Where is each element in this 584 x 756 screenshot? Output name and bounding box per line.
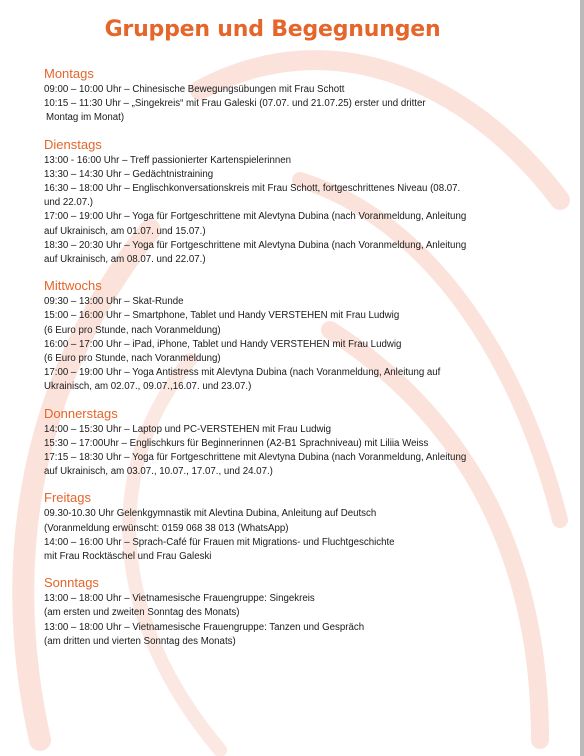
schedule-line: 13:00 – 18:00 Uhr – Vietnamesische Frauengruppe: Tanzen und Gespräch: [44, 621, 365, 633]
schedule-line: 09:00 – 10:00 Uhr – Chinesische Bewegungsübungen mit Frau Schott: [44, 84, 345, 95]
schedule-line: Montag im Monat): [46, 112, 125, 124]
schedule-line: (am ersten und zweiten Sonntag des Monats): [44, 607, 240, 619]
day-heading: Donnerstags: [44, 405, 118, 421]
schedule-line: (6 Euro pro Stunde, nach Voranmeldung): [44, 324, 221, 336]
schedule-line: 13:00 - 16:00 Uhr – Treff passionierter Kartenspielerinnen: [44, 154, 291, 166]
schedule-line: auf Ukrainisch, am 08.07. und 22.07.): [44, 254, 206, 266]
schedule-line: 17:00 – 19:00 Uhr – Yoga für Fortgeschrittene mit Alevtyna Dubina (nach Voranmeldung, Anleitung: [44, 211, 467, 223]
day-section-montags: [44, 66, 544, 126]
schedule-line: (Voranmeldung erwünscht: 0159 068 38 013 (WhatsApp): [44, 522, 289, 534]
day-heading: Mittwochs: [44, 278, 102, 294]
schedule-line: 17:15 – 18:30 Uhr – Yoga für Fortgeschrittene mit Alevtyna Dubina (nach Voranmeldung, Anleitung: [44, 452, 467, 464]
schedule-line: 14:00 – 16:00 Uhr – Sprach-Café für Frauen mit Migrations- und Fluchtgeschichte: [44, 536, 395, 548]
schedule-line: 09.30-10.30 Uhr Gelenkgymnastik mit Alevtina Dubina, Anleitung auf Deutsch: [44, 508, 377, 520]
schedule-line: 14:00 – 15:30 Uhr – Laptop und PC-VERSTEHEN mit Frau Ludwig: [44, 423, 332, 435]
schedule: [44, 66, 544, 660]
day-heading: Montags: [44, 66, 94, 81]
day-heading: Dienstags: [44, 136, 102, 152]
day-section-freitags: [44, 490, 544, 564]
day-heading: Freitags: [44, 490, 91, 506]
schedule-line: 15:00 – 16:00 Uhr – Smartphone, Tablet und Handy VERSTEHEN mit Frau Ludwig: [44, 310, 400, 322]
day-section-sonntags: [44, 575, 544, 649]
schedule-line: 09:30 – 13:00 Uhr – Skat-Runde: [44, 296, 184, 308]
schedule-line: auf Ukrainisch, am 01.07. und 15.07.): [44, 225, 206, 237]
day-heading: Sonntags: [44, 575, 99, 591]
schedule-line: (am dritten und vierten Sonntag des Monats): [44, 635, 236, 647]
day-section-dienstags: [44, 137, 544, 268]
schedule-line: und 22.07.): [44, 197, 94, 209]
schedule-line: mit Frau Rocktäschel und Frau Galeski: [44, 551, 212, 563]
page-edge: [580, 0, 584, 756]
schedule-line: 17:00 – 19:00 Uhr – Yoga Antistress mit Alevtyna Dubina (nach Voranmeldung, Anleitung auf: [44, 367, 441, 379]
schedule-line: 16:30 – 18:00 Uhr – Englischkonversationskreis mit Frau Schott, fortgeschrittenes Niveau (08.07.: [44, 183, 461, 195]
page-title: Gruppen und Begegnungen: [104, 17, 441, 42]
schedule-line: 16:00 – 17:00 Uhr – iPad, iPhone, Tablet und Handy VERSTEHEN mit Frau Ludwig: [44, 338, 402, 350]
schedule-line: (6 Euro pro Stunde, nach Voranmeldung): [44, 353, 221, 365]
schedule-line: 13:30 – 14:30 Uhr – Gedächtnistraining: [44, 168, 214, 180]
schedule-line: 10:15 – 11:30 Uhr – „Singekreis“ mit Frau Galeski (07.07. und 21.07.25) erster und dritter: [44, 98, 426, 110]
day-section-mittwochs: [44, 278, 544, 394]
day-section-donnerstags: [44, 406, 544, 480]
schedule-line: 13:00 – 18:00 Uhr – Vietnamesische Frauengruppe: Singekreis: [44, 593, 315, 605]
schedule-line: auf Ukrainisch, am 03.07., 10.07., 17.07., und 24.07.): [44, 466, 273, 478]
schedule-line: 15:30 – 17:00Uhr – Englischkurs für Beginnerinnen (A2-B1 Sprachniveau) mit Liliia Weiss: [44, 437, 429, 449]
schedule-line: Ukrainisch, am 02.07., 09.07.,16.07. und 23.07.): [44, 381, 252, 393]
schedule-line: 18:30 – 20:30 Uhr – Yoga für Fortgeschrittene mit Alevtyna Dubina (nach Voranmeldung, Anleitung: [44, 239, 467, 251]
